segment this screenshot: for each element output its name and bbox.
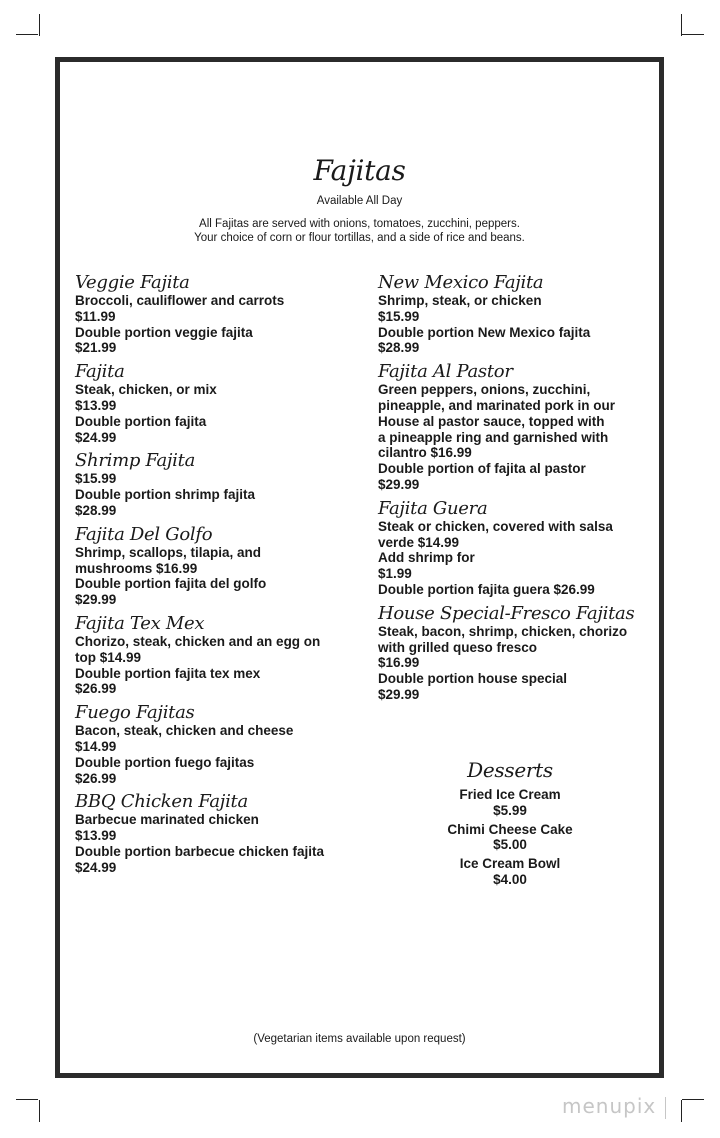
menu-item-name: House Special-Fresco Fajitas: [378, 602, 635, 624]
menu-item: [75, 450, 365, 518]
menu-item-detail: Steak, bacon, shrimp, chicken, chorizo: [378, 623, 628, 639]
crop-mark: [16, 1099, 38, 1100]
intro-text: [80, 217, 639, 245]
menu-item-name: Veggie Fajita: [75, 272, 190, 293]
menu-item-name: Fajita Tex Mex: [75, 612, 205, 634]
menu-item-name: Shrimp Fajita: [75, 450, 195, 472]
crop-mark: [682, 34, 704, 35]
menu-item-detail: Green peppers, onions, zucchini,: [378, 382, 591, 398]
menu-item-detail: Steak, chicken, or mix: [75, 382, 217, 398]
menu-item: [378, 361, 648, 493]
menu-item-name: New Mexico Fajita: [378, 272, 544, 293]
menu-item-detail: $21.99: [75, 340, 117, 356]
menu-item: [378, 498, 648, 598]
dessert-item: [400, 822, 620, 854]
crop-mark: [681, 1100, 682, 1122]
menu-item-detail: $26.99: [75, 770, 117, 786]
dessert-name: Fried Ice Cream: [459, 787, 561, 802]
menu-item-detail: Barbecue marinated chicken: [75, 812, 259, 828]
dessert-item: [400, 787, 620, 819]
menu-item: [75, 524, 365, 608]
menu-item-detail: cilantro $16.99: [378, 445, 472, 461]
menu-item: [75, 361, 365, 445]
desserts-title: Desserts: [467, 758, 553, 782]
page-title: Fajitas: [313, 154, 406, 187]
menu-item-name: BBQ Chicken Fajita: [75, 791, 248, 813]
menu-item-detail: $29.99: [378, 686, 420, 702]
menu-item: [378, 603, 648, 703]
menu-item: [75, 791, 365, 875]
menu-item-detail: Double portion fajita: [75, 413, 207, 429]
watermark-logo: menupix: [562, 1094, 657, 1118]
menu-item-detail: $28.99: [378, 340, 420, 356]
intro-line: All Fajitas are served with onions, tomatoes, zucchini, peppers.: [199, 218, 520, 230]
menu-item-detail: $13.99: [75, 828, 117, 844]
menu-item-name: Fuego Fajitas: [75, 702, 195, 724]
menu-item-detail: Shrimp, steak, or chicken: [378, 293, 542, 308]
menu-item-detail: $16.99: [378, 655, 420, 671]
menu-item-detail: Chorizo, steak, chicken and an egg on: [75, 633, 321, 649]
menu-frame: [55, 57, 664, 1078]
menu-item-detail: Broccoli, cauliflower and carrots: [75, 293, 285, 308]
menu-item-detail: $1.99: [378, 566, 412, 582]
menu-item-detail: Add shrimp for: [378, 550, 475, 566]
menu-item-detail: with grilled queso fresco: [378, 639, 538, 655]
intro-line: Your choice of corn or flour tortillas, and a side of rice and beans.: [194, 232, 525, 244]
menu-item-detail: verde $14.99: [378, 534, 460, 550]
menu-item-detail: Double portion shrimp fajita: [75, 487, 256, 503]
menu-item-detail: $28.99: [75, 502, 117, 518]
left-menu-column: [75, 272, 365, 881]
menu-item-detail: $26.99: [75, 681, 117, 697]
menu-item-detail: Shrimp, scallops, tilapia, and: [75, 544, 262, 560]
dessert-item: [400, 856, 620, 888]
crop-mark: [39, 14, 40, 36]
menu-item: [378, 272, 648, 356]
dessert-name: Chimi Cheese Cake: [447, 821, 573, 837]
crop-mark: [682, 1099, 704, 1100]
crop-mark: [39, 1100, 40, 1122]
menu-item-detail: a pineapple ring and garnished with: [378, 429, 609, 445]
menu-item: [75, 702, 365, 786]
menu-item-detail: $29.99: [75, 592, 117, 608]
menu-item-detail: Double portion fajita tex mex: [75, 665, 261, 681]
menu-item-detail: Double portion New Mexico fajita: [378, 324, 591, 340]
menu-item-name: Fajita Al Pastor: [378, 361, 513, 383]
menu-item-detail: House al pastor sauce, topped with: [378, 413, 605, 429]
desserts-section: [400, 757, 620, 891]
menu-item-detail: Double portion fajita guera $26.99: [378, 581, 595, 597]
menu-item-name: Fajita Guera: [378, 497, 488, 519]
dessert-name: Ice Cream Bowl: [459, 856, 561, 872]
menu-item-detail: Double portion veggie fajita: [75, 324, 253, 340]
footer-note: (Vegetarian items available upon request): [253, 1033, 466, 1045]
menu-item: [75, 613, 365, 697]
menu-item-detail: $14.99: [75, 738, 117, 754]
availability-note: Available All Day: [316, 195, 403, 207]
dessert-price: $5.00: [493, 837, 527, 853]
menu-item-detail: $24.99: [75, 429, 117, 445]
dessert-price: $5.99: [493, 802, 527, 818]
dessert-price: $4.00: [493, 871, 527, 887]
menu-item-name: Fajita Del Golfo: [75, 523, 213, 545]
crop-mark: [681, 14, 682, 36]
menu-item: [75, 272, 365, 356]
menu-item-detail: $29.99: [378, 476, 420, 492]
menu-item-detail: Double portion of fajita al pastor: [378, 461, 586, 477]
watermark-divider: [665, 1097, 666, 1119]
menu-item-detail: Bacon, steak, chicken and cheese: [75, 723, 294, 739]
menu-item-detail: $24.99: [75, 859, 117, 875]
menu-item-detail: $13.99: [75, 397, 117, 413]
crop-mark: [16, 34, 38, 35]
menu-item-detail: top $14.99: [75, 649, 142, 665]
menu-item-detail: mushrooms $16.99: [75, 560, 198, 576]
right-menu-column: [378, 272, 648, 708]
menu-item-name: Fajita: [75, 361, 125, 383]
menu-item-detail: Double portion fajita del golfo: [75, 576, 267, 592]
menu-item-detail: $11.99: [75, 308, 116, 324]
menu-item-detail: $15.99: [75, 471, 117, 487]
menu-item-detail: Steak or chicken, covered with salsa: [378, 518, 613, 534]
menu-item-detail: Double portion fuego fajitas: [75, 754, 255, 770]
menu-item-detail: Double portion house special: [378, 671, 568, 687]
menu-item-detail: pineapple, and marinated pork in our: [378, 397, 616, 413]
menu-item-detail: Double portion barbecue chicken fajita: [75, 843, 325, 859]
menu-item-detail: $15.99: [378, 308, 420, 324]
